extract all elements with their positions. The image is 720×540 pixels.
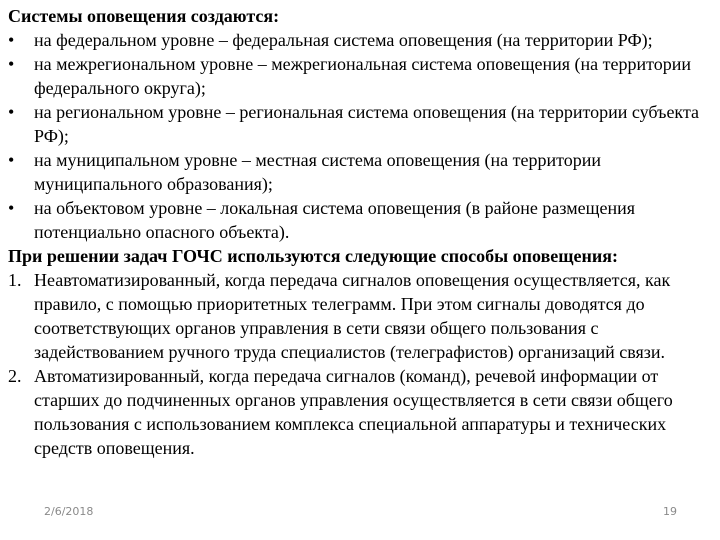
page-number: 19	[663, 505, 677, 518]
list-item	[8, 148, 714, 196]
alert-methods-heading: При решении задач ГОЧС используются следующие способы оповещения:	[8, 246, 618, 266]
alert-systems-heading: Системы оповещения создаются:	[8, 6, 280, 26]
alert-levels-list	[8, 28, 714, 244]
list-item	[8, 28, 714, 52]
list-item-text: на муниципальном уровне – местная система оповещения (на территории муниципального образования);	[34, 150, 602, 194]
list-item	[8, 52, 714, 100]
bullet-marker: •	[8, 102, 15, 122]
bullet-marker: •	[8, 150, 15, 170]
footer-date: 2/6/2018	[44, 505, 94, 518]
item-number: 1.	[8, 270, 22, 290]
item-number: 2.	[8, 366, 22, 386]
bullet-marker: •	[8, 198, 15, 218]
list-item	[8, 196, 714, 244]
list-item	[8, 364, 714, 460]
list-item-text: на межрегиональном уровне – межрегиональная система оповещения (на территории федерального округа);	[34, 54, 692, 98]
bullet-marker: •	[8, 30, 15, 50]
alert-methods-list	[8, 268, 714, 460]
list-item-text: на объектовом уровне – локальная система оповещения (в районе размещения потенциально опасного объекта).	[34, 198, 635, 242]
slide-content	[8, 4, 714, 460]
list-item	[8, 100, 714, 148]
list-item-text: на федеральном уровне – федеральная система оповещения (на территории РФ);	[34, 30, 653, 50]
list-item-text: Автоматизированный, когда передача сигналов (команд), речевой информации от старших до подчиненных органов управления осуществляется в сети связи общего пользования с использованием комплекса специальной аппаратуры и технических средств оповещения.	[34, 366, 673, 458]
list-item-text: Неавтоматизированный, когда передача сигналов оповещения осуществляется, как правило, с помощью приоритетных телеграмм. При этом сигналы доводятся до соответствующих органов управления в сети связи общего пользования с задействованием ручного труда специалистов (телеграфистов) организаций связи.	[34, 270, 671, 362]
list-item-text: на региональном уровне – региональная система оповещения (на территории субъекта РФ);	[34, 102, 700, 146]
bullet-marker: •	[8, 54, 15, 74]
list-item	[8, 268, 714, 364]
